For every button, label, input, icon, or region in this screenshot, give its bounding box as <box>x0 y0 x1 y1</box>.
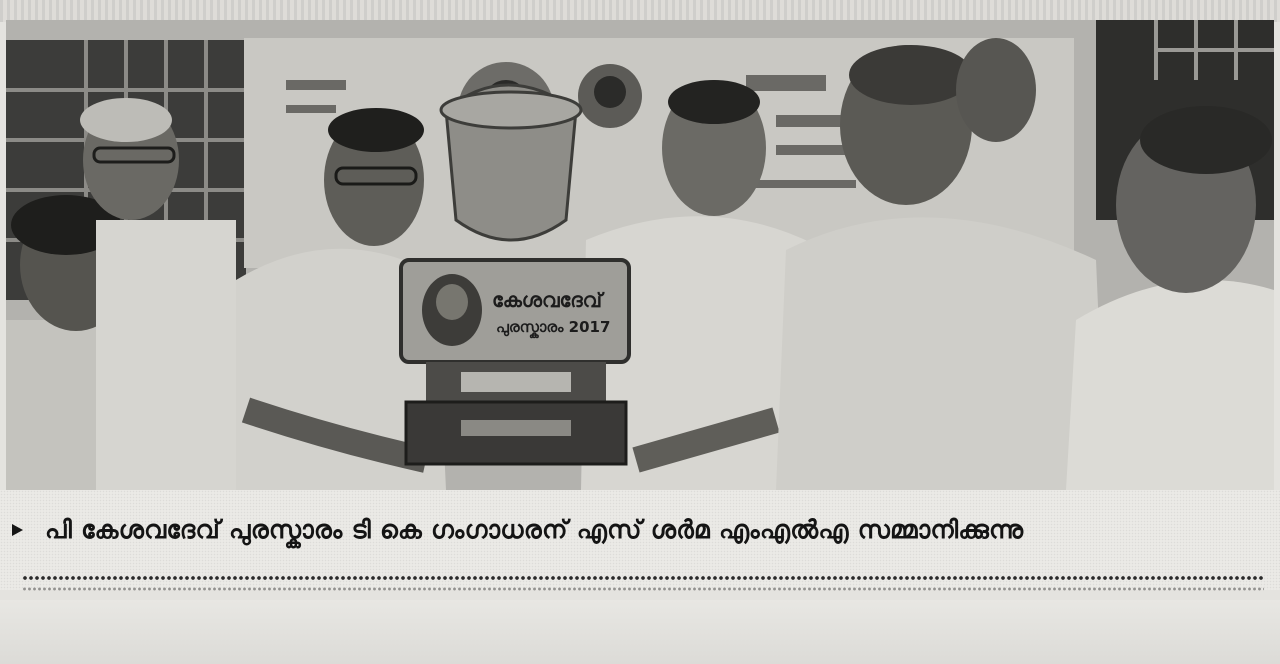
torn-top-edge <box>0 0 1280 22</box>
news-photo <box>6 20 1274 490</box>
trophy-subtitle: പുരസ്കാരം 2017 <box>496 318 611 336</box>
caption-text: പി കേശവദേവ് പുരസ്കാരം ടി കെ ഗംഗാധരന് എസ് ശർമ എംഎൽഎ സമ്മാനിക്കുന്നു <box>45 515 1024 544</box>
trophy-title: കേശവദേവ് <box>492 288 602 312</box>
blank-paper-bottom <box>0 600 1280 664</box>
dotted-rule-faint <box>22 586 1264 592</box>
dotted-rule <box>22 574 1264 582</box>
photo-illustration <box>6 20 1274 490</box>
person-back-right <box>956 38 1036 142</box>
caption-arrow-icon <box>12 524 23 536</box>
photo-caption <box>12 510 1262 550</box>
